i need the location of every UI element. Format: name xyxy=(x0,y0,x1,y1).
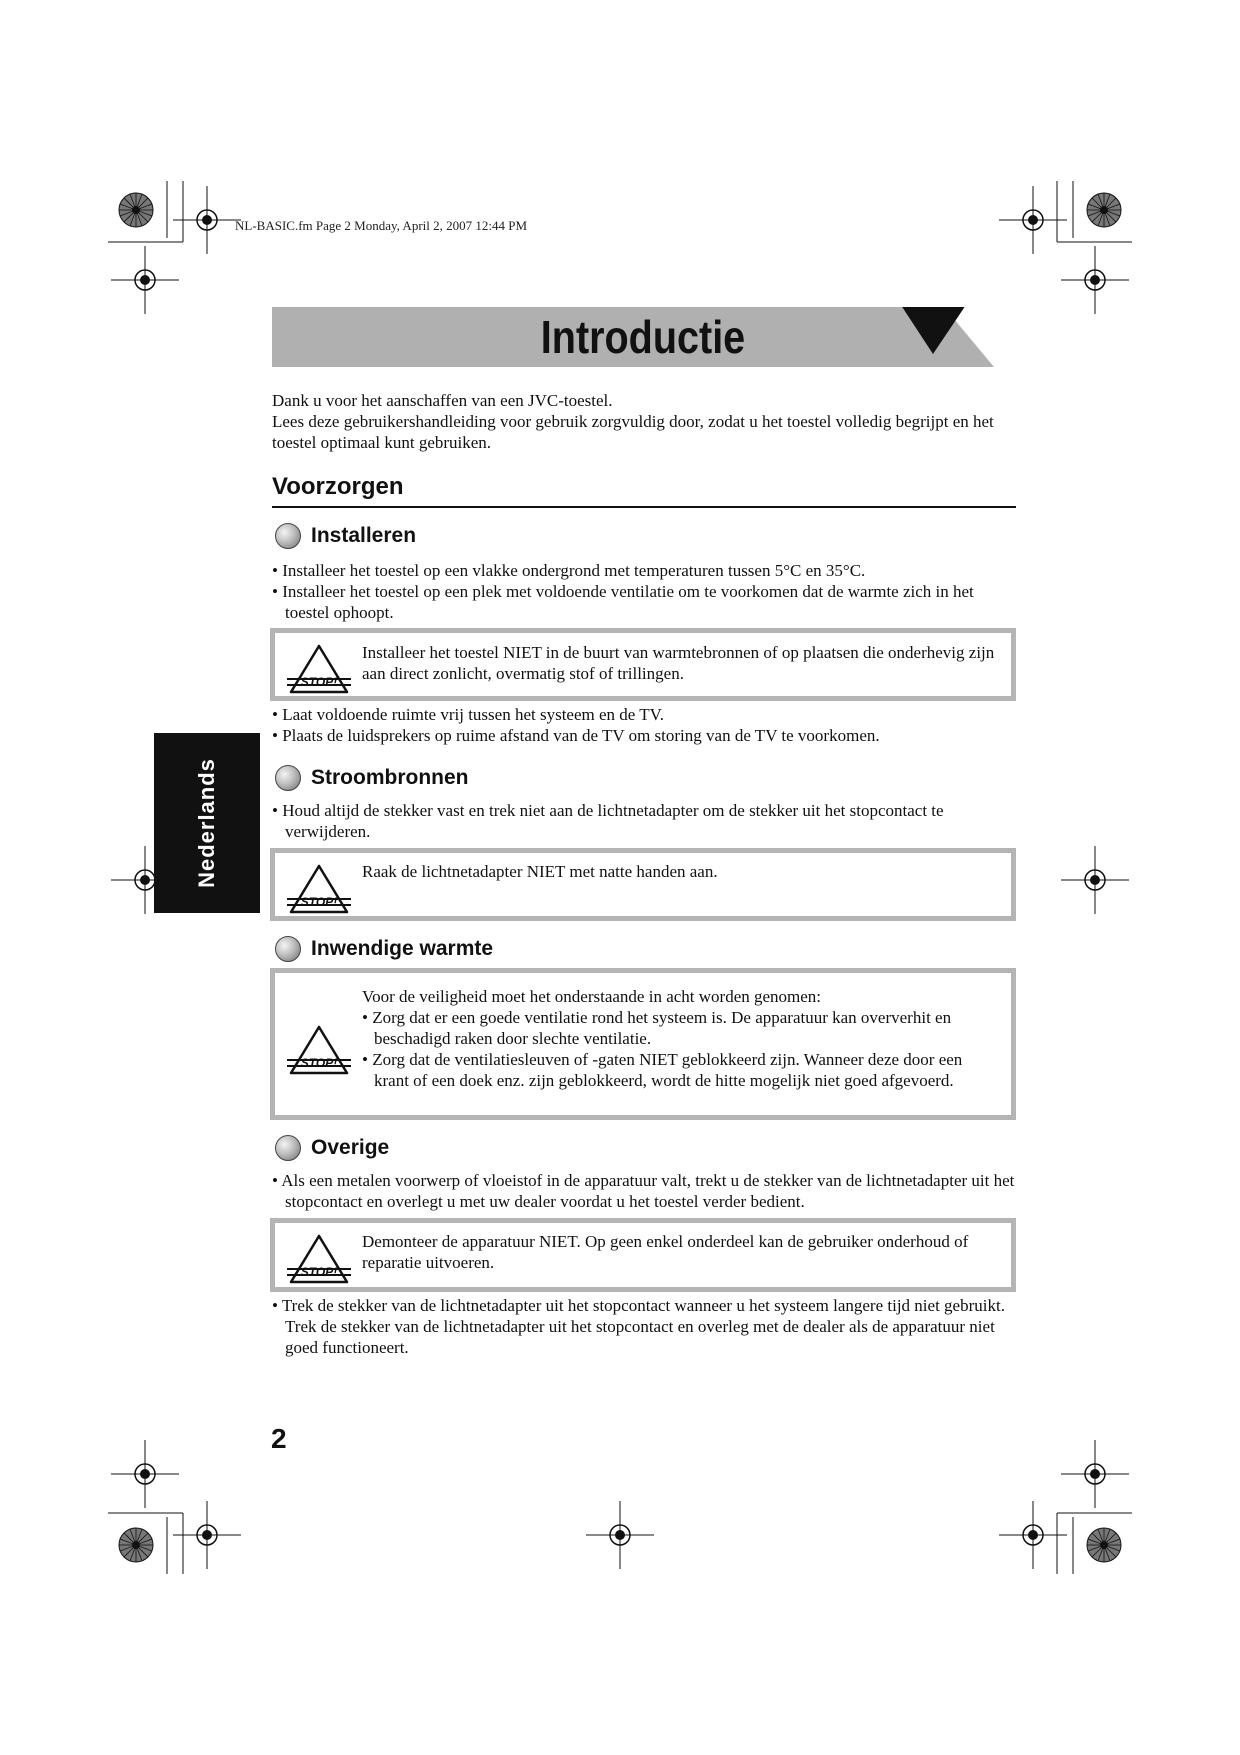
color-target-icon xyxy=(119,193,153,227)
overige-bullets-after xyxy=(272,1295,1020,1358)
list-item: • Als een metalen voorwerp of vloeistof in de apparatuur valt, trekt u de stekker van de lichtnetadapter uit het stopcontact en overlegt u met uw dealer voordat u het toestel verder bedient. xyxy=(272,1171,1015,1211)
subsection-overige xyxy=(275,1134,389,1162)
section-heading: Voorzorgen xyxy=(272,472,1016,508)
title-band xyxy=(272,307,1014,367)
intro-line-2: Lees deze gebruikershandleiding voor gebruik zorgvuldig door, zodat u het toestel volledig begrijpt en het toestel optimaal kunt gebruiken. xyxy=(272,412,994,452)
stroombronnen-bullets xyxy=(272,800,1020,842)
subsection-heading: Stroombronnen xyxy=(311,766,469,789)
list-item: • Installeer het toestel op een vlakke ondergrond met temperaturen tussen 5°C en 35°C. xyxy=(272,561,866,580)
subsection-inwendige-warmte xyxy=(275,935,493,963)
stop-warning-icon xyxy=(287,862,351,916)
installeren-bullets xyxy=(272,560,1020,623)
intro-line-1: Dank u voor het aanschaffen van een JVC-toestel. xyxy=(272,391,613,410)
list-item: • Zorg dat de ventilatiesleuven of -gaten NIET geblokkeerd zijn. Wanneer deze door een krant of een doek enz. zijn geblokkeerd, wordt de hitte mogelijk niet goed afgevoerd. xyxy=(362,1050,963,1090)
warning-box xyxy=(270,848,1016,921)
svg-text:STOP!: STOP! xyxy=(300,675,338,689)
bullet-ball-icon xyxy=(275,523,301,549)
svg-text:STOP!: STOP! xyxy=(300,1265,338,1279)
warning-text: Demonteer de apparatuur NIET. Op geen enkel onderdeel kan de gebruiker onderhoud of reparatie uitvoeren. xyxy=(362,1232,969,1272)
registration-mark-icon xyxy=(111,246,179,314)
warning-box xyxy=(270,1218,1016,1292)
svg-text:STOP!: STOP! xyxy=(300,1056,338,1070)
language-tab-label: Nederlands xyxy=(194,758,219,888)
file-slug: NL-BASIC.fm Page 2 Monday, April 2, 2007 12:44 PM xyxy=(235,218,528,233)
page-title: Introductie xyxy=(540,311,746,363)
color-target-icon xyxy=(1087,193,1121,227)
subsection-heading: Inwendige warmte xyxy=(311,937,494,960)
registration-mark-icon xyxy=(586,1501,654,1569)
stop-warning-icon xyxy=(287,1023,351,1077)
list-item: • Plaats de luidsprekers op ruime afstand van de TV om storing van de TV te voorkomen. xyxy=(272,726,880,745)
color-target-icon xyxy=(1087,1528,1121,1562)
list-item: • Zorg dat er een goede ventilatie rond het systeem is. De apparatuur kan oververhit en beschadigd raken door slechte ventilatie. xyxy=(362,1008,952,1048)
stop-warning-icon xyxy=(287,642,351,696)
warning-text: Raak de lichtnetadapter NIET met natte handen aan. xyxy=(362,862,718,881)
subsection-stroombronnen xyxy=(275,764,469,792)
language-tab xyxy=(154,733,260,913)
list-item: • Laat voldoende ruimte vrij tussen het systeem en de TV. xyxy=(272,705,664,724)
overige-bullets xyxy=(272,1170,1020,1212)
list-item: • Houd altijd de stekker vast en trek niet aan de lichtnetadapter om de stekker uit het stopcontact te verwijderen. xyxy=(272,801,944,841)
page-number: 2 xyxy=(271,1423,287,1454)
svg-text:STOP!: STOP! xyxy=(300,895,338,909)
warning-text xyxy=(362,986,1001,1091)
list-item: • Installeer het toestel op een plek met voldoende ventilatie om te voorkomen dat de warmte zich in het toestel ophoopt. xyxy=(272,582,974,622)
color-target-icon xyxy=(119,1528,153,1562)
list-item-continuation: Trek de stekker van de lichtnetadapter uit het stopcontact en overleg met de dealer als de apparatuur niet goed functioneert. xyxy=(285,1317,995,1357)
warning-box xyxy=(270,968,1016,1120)
registration-mark-icon xyxy=(111,1440,179,1508)
stop-warning-icon xyxy=(287,1232,351,1286)
registration-mark-icon xyxy=(1061,846,1129,914)
list-item: • Trek de stekker van de lichtnetadapter uit het stopcontact wanneer u het systeem langere tijd niet gebruikt. xyxy=(272,1296,1005,1315)
bullet-ball-icon xyxy=(275,936,301,962)
registration-mark-icon xyxy=(1061,1440,1129,1508)
bullet-ball-icon xyxy=(275,765,301,791)
intro-text xyxy=(272,390,1017,453)
warning-intro: Voor de veiligheid moet het onderstaande in acht worden genomen: xyxy=(362,987,822,1006)
subsection-heading: Overige xyxy=(311,1136,390,1159)
bullet-ball-icon xyxy=(275,1135,301,1161)
subsection-installeren xyxy=(275,522,416,550)
installeren-bullets-after xyxy=(272,704,1020,746)
warning-text: Installeer het toestel NIET in de buurt van warmtebronnen of op plaatsen die onderhevig zijn aan direct zonlicht, overmatig stof of trillingen. xyxy=(362,643,995,683)
registration-mark-icon xyxy=(1061,246,1129,314)
warning-box xyxy=(270,628,1016,701)
subsection-heading: Installeren xyxy=(311,524,417,547)
